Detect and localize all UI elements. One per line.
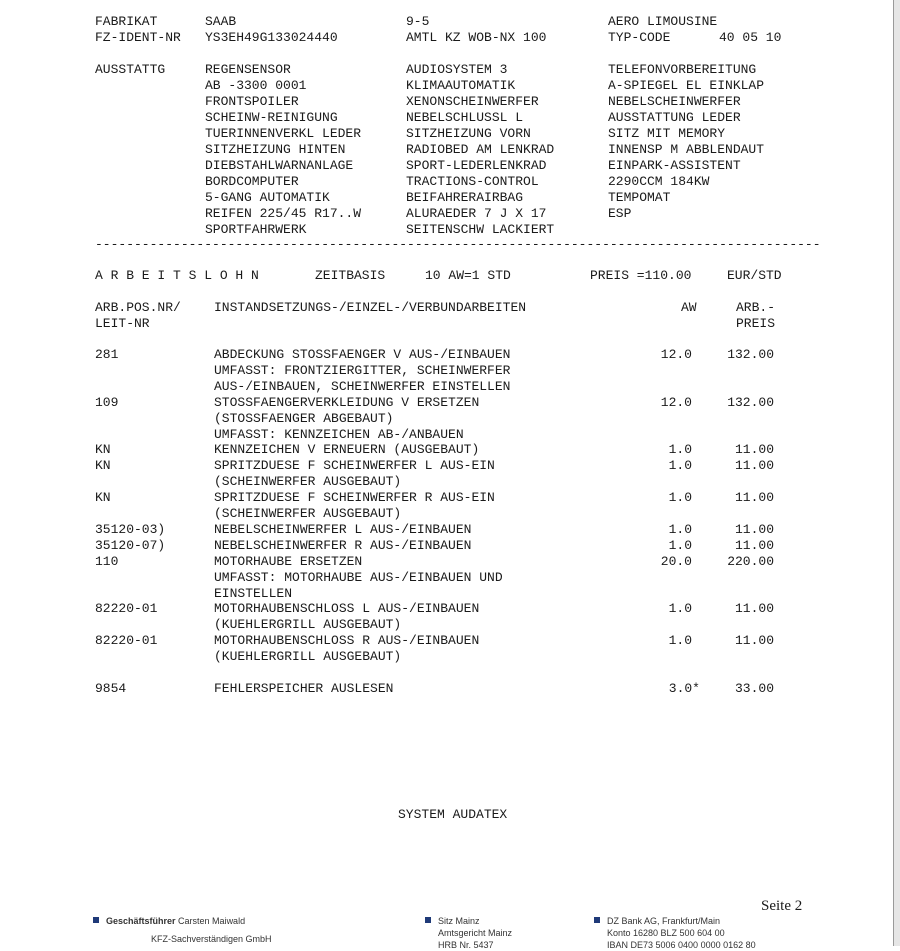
equipment-item: BORDCOMPUTER <box>205 174 299 189</box>
vehicle-row1-field: FABRIKAT <box>95 14 158 29</box>
equipment-item: XENONSCHEINWERFER <box>406 94 539 109</box>
equipment-label: AUSSTATTG <box>95 62 166 77</box>
equipment-item: REIFEN 225/45 R17..W <box>205 206 362 221</box>
item-description: (SCHEINWERFER AUSGEBAUT) <box>214 506 402 521</box>
vehicle-row2-field: 40 05 10 <box>719 30 782 45</box>
col-price-header-2: PREIS <box>736 316 776 331</box>
item-description: (SCHEINWERFER AUSGEBAUT) <box>214 474 402 490</box>
equipment-item: TRACTIONS-CONTROL <box>406 174 539 189</box>
item-position: KN <box>95 442 111 458</box>
col-pos-header-2: LEIT-NR <box>95 316 150 331</box>
equipment-item: SITZ MIT MEMORY <box>608 126 726 141</box>
col-pos-header: ARB.POS.NR/ <box>95 300 181 315</box>
footer-registry: Sitz Mainz Amtsgericht Mainz HRB Nr. 5437 <box>425 915 512 951</box>
equipment-item: RADIOBED AM LENKRAD <box>406 142 555 157</box>
item-aw: 1.0 <box>668 537 692 553</box>
vehicle-row1-field: AERO LIMOUSINE <box>608 14 718 29</box>
item-description: UMFASST: FRONTZIERGITTER, SCHEINWERFER <box>214 362 511 378</box>
item-aw: 12.0 <box>660 347 692 362</box>
item-aw: 1.0 <box>668 490 692 506</box>
item-price: 11.00 <box>734 490 774 506</box>
item-description: MOTORHAUBENSCHLOSS L AUS-/EINBAUEN <box>214 601 480 617</box>
bullet-square-icon <box>93 917 99 923</box>
item-aw: 1.0 <box>668 633 692 649</box>
col-price-header: ARB.- <box>736 300 776 315</box>
labor-title: A R B E I T S L O H N <box>95 268 259 283</box>
vehicle-row1-field: 9-5 <box>406 14 430 29</box>
item-position: 9854 <box>95 680 127 696</box>
footer-management: Geschäftsführer Carsten Maiwald KFZ-Sachverständigen GmbH <box>93 915 272 945</box>
item-aw: 12.0 <box>660 394 692 410</box>
item-price: 132.00 <box>727 347 774 362</box>
item-aw: 1.0 <box>668 458 692 474</box>
hourly-price: PREIS =110.00 <box>590 268 692 283</box>
vehicle-row2-field: YS3EH49G133024440 <box>205 30 338 45</box>
equipment-item: TELEFONVORBEREITUNG <box>608 62 757 77</box>
footer-bank: DZ Bank AG, Frankfurt/Main Konto 16280 BLZ 500 604 00 IBAN DE73 5006 0400 0000 0162 80 <box>594 915 756 951</box>
item-aw: 20.0 <box>660 553 692 569</box>
equipment-item: 5-GANG AUTOMATIK <box>205 190 330 205</box>
equipment-item: 2290CCM 184KW <box>608 174 710 189</box>
bullet-square-icon <box>425 917 431 923</box>
equipment-item: A-SPIEGEL EL EINKLAP <box>608 78 765 93</box>
item-aw: 1.0 <box>668 442 692 458</box>
equipment-item: SPORTFAHRWERK <box>205 222 307 237</box>
vehicle-row2-field: TYP-CODE <box>608 30 671 45</box>
equipment-item: REGENSENSOR <box>205 62 291 77</box>
item-aw: 3.0* <box>668 680 700 696</box>
item-description: EINSTELLEN <box>214 585 293 601</box>
equipment-item: ALURAEDER 7 J X 17 <box>406 206 547 221</box>
equipment-item: SCHEINW-REINIGUNG <box>205 110 338 125</box>
item-description: UMFASST: KENNZEICHEN AB-/ANBAUEN <box>214 426 464 442</box>
item-description: SPRITZDUESE F SCHEINWERFER R AUS-EIN <box>214 490 495 506</box>
bullet-square-icon <box>594 917 600 923</box>
item-position: 82220-01 <box>95 633 158 649</box>
item-description: STOSSFAENGERVERKLEIDUNG V ERSETZEN <box>214 394 480 410</box>
item-description: UMFASST: MOTORHAUBE AUS-/EINBAUEN UND <box>214 569 503 585</box>
aw-definition: 10 AW=1 STD <box>425 268 511 283</box>
equipment-item: SEITENSCHW LACKIERT <box>406 222 555 237</box>
equipment-item: AUSSTATTUNG LEDER <box>608 110 741 125</box>
item-position: KN <box>95 490 111 506</box>
item-description: NEBELSCHEINWERFER L AUS-/EINBAUEN <box>214 521 472 537</box>
item-price: 11.00 <box>734 537 774 553</box>
equipment-item: AB -3300 0001 <box>205 78 307 93</box>
item-description: MOTORHAUBENSCHLOSS R AUS-/EINBAUEN <box>214 633 480 649</box>
item-position: 35120-03) <box>95 521 166 537</box>
item-description: AUS-/EINBAUEN, SCHEINWERFER EINSTELLEN <box>214 378 511 394</box>
item-description: (KUEHLERGRILL AUSGEBAUT) <box>214 617 402 633</box>
item-position: KN <box>95 458 111 474</box>
separator-line: --------------------------------------------------------------------------------------------- <box>95 237 821 252</box>
system-label: SYSTEM AUDATEX <box>398 807 508 822</box>
price-unit: EUR/STD <box>727 268 782 283</box>
item-description: (STOSSFAENGER ABGEBAUT) <box>214 410 394 426</box>
item-description: SPRITZDUESE F SCHEINWERFER L AUS-EIN <box>214 458 495 474</box>
col-desc-header: INSTANDSETZUNGS-/EINZEL-/VERBUNDARBEITEN <box>214 300 527 315</box>
item-position: 35120-07) <box>95 537 166 553</box>
col-aw-header: AW <box>681 300 697 315</box>
item-description: NEBELSCHEINWERFER R AUS-/EINBAUEN <box>214 537 472 553</box>
equipment-item: SITZHEIZUNG VORN <box>406 126 531 141</box>
item-price: 11.00 <box>734 521 774 537</box>
equipment-item: ESP <box>608 206 632 221</box>
equipment-item: AUDIOSYSTEM 3 <box>406 62 508 77</box>
item-description: KENNZEICHEN V ERNEUERN (AUSGEBAUT) <box>214 442 480 458</box>
equipment-item: DIEBSTAHLWARNANLAGE <box>205 158 354 173</box>
page-number: Seite 2 <box>761 898 803 914</box>
equipment-item: TUERINNENVERKL LEDER <box>205 126 362 141</box>
zeitbasis-label: ZEITBASIS <box>315 268 386 283</box>
item-price: 132.00 <box>727 394 774 410</box>
equipment-item: NEBELSCHLUSSL L <box>406 110 524 125</box>
equipment-item: NEBELSCHEINWERFER <box>608 94 741 109</box>
item-aw: 1.0 <box>668 601 692 617</box>
item-price: 11.00 <box>734 601 774 617</box>
equipment-item: TEMPOMAT <box>608 190 671 205</box>
equipment-item: KLIMAAUTOMATIK <box>406 78 516 93</box>
item-description: ABDECKUNG STOSSFAENGER V AUS-/EINBAUEN <box>214 347 511 362</box>
item-price: 11.00 <box>734 458 774 474</box>
item-description: MOTORHAUBE ERSETZEN <box>214 553 363 569</box>
equipment-item: EINPARK-ASSISTENT <box>608 158 741 173</box>
item-description: FEHLERSPEICHER AUSLESEN <box>214 680 394 696</box>
item-position: 281 <box>95 347 119 362</box>
item-position: 109 <box>95 394 119 410</box>
page-edge <box>893 0 900 946</box>
item-price: 220.00 <box>727 553 774 569</box>
vehicle-row2-field: FZ-IDENT-NR <box>95 30 181 45</box>
vehicle-row1-field: SAAB <box>205 14 237 29</box>
equipment-item: SITZHEIZUNG HINTEN <box>205 142 346 157</box>
equipment-item: SPORT-LEDERLENKRAD <box>406 158 547 173</box>
item-aw: 1.0 <box>668 521 692 537</box>
vehicle-row2-field: AMTL KZ WOB-NX 100 <box>406 30 547 45</box>
equipment-item: FRONTSPOILER <box>205 94 299 109</box>
equipment-item: INNENSP M ABBLENDAUT <box>608 142 765 157</box>
item-price: 11.00 <box>734 633 774 649</box>
item-price: 11.00 <box>734 442 774 458</box>
item-position: 82220-01 <box>95 601 158 617</box>
item-position: 110 <box>95 553 119 569</box>
equipment-item: BEIFAHRERAIRBAG <box>406 190 524 205</box>
item-description: (KUEHLERGRILL AUSGEBAUT) <box>214 649 402 665</box>
item-price: 33.00 <box>734 680 774 696</box>
